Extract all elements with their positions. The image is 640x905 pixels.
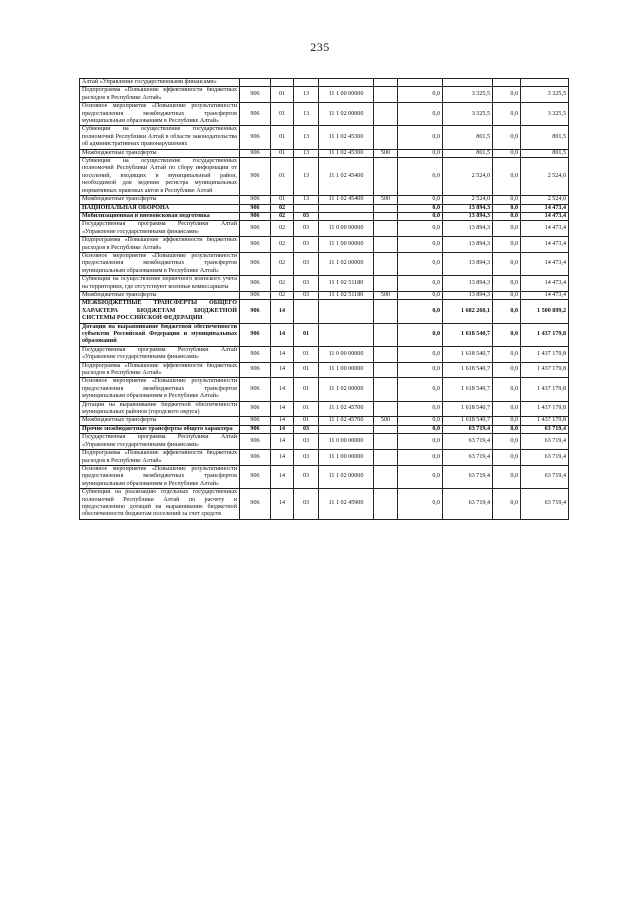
- amount-col-4: 801,5: [521, 149, 569, 157]
- amount-col-1: 0,0: [398, 401, 443, 417]
- amount-col-2: 13 894,3: [443, 291, 493, 299]
- amount-col-3: 0,0: [493, 401, 521, 417]
- amount-col-2: 13 894,3: [443, 204, 493, 212]
- amount-col-4: 3 325,5: [521, 103, 569, 126]
- section-code: 14: [271, 434, 294, 450]
- section-code: 14: [271, 425, 294, 433]
- row-name: Дотации на выравнивание бюджетной обеспеченности субъектов Российской Федерации и муниципальных образований: [80, 323, 240, 346]
- expense-type-code: [374, 87, 398, 103]
- ministry-code: 906: [240, 212, 271, 220]
- subsection-code: 13: [294, 196, 319, 204]
- amount-col-4: 2 524,0: [521, 158, 569, 196]
- row-name: Субвенции на осуществление государственных полномочий Республики Алтай в области законодательства об административных правонарушениях: [80, 126, 240, 149]
- target-article-code: 11 0 00 00000: [319, 221, 374, 237]
- amount-col-3: [493, 79, 521, 87]
- section-code: 02: [271, 237, 294, 253]
- row-name: Прочие межбюджетные трансферты общего характера: [80, 425, 240, 433]
- ministry-code: 906: [240, 425, 271, 433]
- table-row: [80, 79, 569, 87]
- row-name: Субвенции на реализацию отдельных государственных полномочий Республики Алтай по расчету и предоставлению дотаций на выравнивание бюджетной обеспеченности бюджетам поселений за счет средств: [80, 489, 240, 520]
- row-name: Основное мероприятие «Повышение результативности предоставления межбюджетных трансфертов муниципальным образованиям в Республике Алтай»: [80, 103, 240, 126]
- section-code: 14: [271, 417, 294, 425]
- expense-type-code: [374, 346, 398, 362]
- amount-col-3: 0,0: [493, 378, 521, 401]
- amount-col-3: 0,0: [493, 221, 521, 237]
- amount-col-4: 63 719,4: [521, 434, 569, 450]
- expense-type-code: [374, 300, 398, 323]
- table-row: [80, 212, 569, 220]
- table-row: [80, 103, 569, 126]
- amount-col-2: 13 894,3: [443, 212, 493, 220]
- subsection-code: 13: [294, 87, 319, 103]
- expense-type-code: [374, 103, 398, 126]
- expense-type-code: [374, 126, 398, 149]
- target-article-code: 11 0 00 00000: [319, 434, 374, 450]
- amount-col-2: 1 618 540,7: [443, 417, 493, 425]
- amount-col-2: 801,5: [443, 149, 493, 157]
- ministry-code: 906: [240, 87, 271, 103]
- amount-col-4: 1 437 179,8: [521, 378, 569, 401]
- table-row: [80, 149, 569, 157]
- expense-type-code: [374, 158, 398, 196]
- row-name: Основное мероприятие «Повышение результативности предоставления межбюджетных трансфертов муниципальным образованиям в Республике Алтай»: [80, 465, 240, 488]
- amount-col-4: 63 719,4: [521, 465, 569, 488]
- amount-col-4: 801,5: [521, 126, 569, 149]
- ministry-code: 906: [240, 126, 271, 149]
- table-row: [80, 417, 569, 425]
- table-row: [80, 252, 569, 275]
- subsection-code: 13: [294, 126, 319, 149]
- row-name: Государственная программа Республики Алтай «Управление государственными финансами»: [80, 221, 240, 237]
- expense-type-code: [374, 212, 398, 220]
- ministry-code: 906: [240, 196, 271, 204]
- amount-col-2: 63 719,4: [443, 450, 493, 466]
- amount-col-3: 0,0: [493, 450, 521, 466]
- table-row: [80, 221, 569, 237]
- amount-col-2: 13 894,3: [443, 237, 493, 253]
- amount-col-4: 14 473,4: [521, 212, 569, 220]
- expense-type-code: [374, 450, 398, 466]
- amount-col-2: 13 894,3: [443, 252, 493, 275]
- amount-col-1: 0,0: [398, 489, 443, 520]
- subsection-code: 03: [294, 434, 319, 450]
- ministry-code: 906: [240, 362, 271, 378]
- row-name: Межбюджетные трансферты: [80, 149, 240, 157]
- amount-col-4: 14 473,4: [521, 237, 569, 253]
- amount-col-1: 0,0: [398, 362, 443, 378]
- row-name: Подпрограмма «Повышение эффективности бюджетных расходов в Республике Алтай»: [80, 237, 240, 253]
- amount-col-3: 0,0: [493, 346, 521, 362]
- subsection-code: 03: [294, 252, 319, 275]
- amount-col-4: 3 325,5: [521, 87, 569, 103]
- amount-col-1: 0,0: [398, 221, 443, 237]
- amount-col-4: 2 524,0: [521, 196, 569, 204]
- amount-col-4: 14 473,4: [521, 221, 569, 237]
- ministry-code: 906: [240, 300, 271, 323]
- subsection-code: 01: [294, 323, 319, 346]
- table-row: [80, 450, 569, 466]
- amount-col-2: 13 894,3: [443, 221, 493, 237]
- amount-col-2: 2 524,0: [443, 158, 493, 196]
- expense-type-code: [374, 425, 398, 433]
- expense-type-code: [374, 79, 398, 87]
- table-row: [80, 465, 569, 488]
- section-code: 14: [271, 489, 294, 520]
- target-article-code: 11 1 00 00000: [319, 237, 374, 253]
- target-article-code: 11 1 02 45400: [319, 196, 374, 204]
- ministry-code: 906: [240, 276, 271, 292]
- table-row: [80, 204, 569, 212]
- target-article-code: 11 1 02 00000: [319, 103, 374, 126]
- amount-col-3: 0,0: [493, 362, 521, 378]
- target-article-code: 11 1 02 45900: [319, 489, 374, 520]
- amount-col-3: 0,0: [493, 252, 521, 275]
- amount-col-1: 0,0: [398, 204, 443, 212]
- amount-col-3: 0,0: [493, 465, 521, 488]
- expense-type-code: 500: [374, 149, 398, 157]
- row-name: Межбюджетные трансферты: [80, 291, 240, 299]
- subsection-code: 01: [294, 346, 319, 362]
- ministry-code: [240, 79, 271, 87]
- amount-col-3: 0,0: [493, 237, 521, 253]
- ministry-code: 906: [240, 291, 271, 299]
- ministry-code: 906: [240, 158, 271, 196]
- budget-table: [79, 78, 569, 520]
- subsection-code: [294, 204, 319, 212]
- row-name: Межбюджетные трансферты: [80, 417, 240, 425]
- amount-col-1: 0,0: [398, 378, 443, 401]
- amount-col-1: 0,0: [398, 158, 443, 196]
- amount-col-1: 0,0: [398, 425, 443, 433]
- subsection-code: 13: [294, 149, 319, 157]
- table-row: [80, 158, 569, 196]
- expense-type-code: [374, 401, 398, 417]
- amount-col-3: 0,0: [493, 196, 521, 204]
- amount-col-3: 0,0: [493, 300, 521, 323]
- amount-col-4: 1 437 179,8: [521, 346, 569, 362]
- expense-type-code: [374, 252, 398, 275]
- amount-col-3: 0,0: [493, 87, 521, 103]
- amount-col-3: 0,0: [493, 323, 521, 346]
- ministry-code: 906: [240, 252, 271, 275]
- section-code: 02: [271, 252, 294, 275]
- amount-col-2: 1 618 540,7: [443, 323, 493, 346]
- subsection-code: 03: [294, 291, 319, 299]
- amount-col-1: 0,0: [398, 103, 443, 126]
- amount-col-1: 0,0: [398, 276, 443, 292]
- amount-col-1: 0,0: [398, 300, 443, 323]
- row-name: Государственная программа Республики Алтай «Управление государственными финансами»: [80, 346, 240, 362]
- target-article-code: 11 1 02 51180: [319, 291, 374, 299]
- amount-col-2: 63 719,4: [443, 465, 493, 488]
- table-row: [80, 237, 569, 253]
- subsection-code: 03: [294, 237, 319, 253]
- section-code: 14: [271, 362, 294, 378]
- table-row: [80, 196, 569, 204]
- ministry-code: 906: [240, 417, 271, 425]
- row-name: НАЦИОНАЛЬНАЯ ОБОРОНА: [80, 204, 240, 212]
- amount-col-3: 0,0: [493, 434, 521, 450]
- amount-col-1: 0,0: [398, 291, 443, 299]
- subsection-code: [294, 79, 319, 87]
- subsection-code: 03: [294, 276, 319, 292]
- ministry-code: 906: [240, 450, 271, 466]
- section-code: 01: [271, 149, 294, 157]
- row-name: Субвенции на осуществление государственных полномочий Республики Алтай по сбору информации от поселений, входящих в муниципальный район, необходимой для ведения регистра муниципальных нормативных правовых актов в Республике Алтай: [80, 158, 240, 196]
- ministry-code: 906: [240, 378, 271, 401]
- table-row: [80, 489, 569, 520]
- amount-col-4: 1 437 179,8: [521, 362, 569, 378]
- expense-type-code: [374, 221, 398, 237]
- amount-col-1: 0,0: [398, 196, 443, 204]
- ministry-code: 906: [240, 149, 271, 157]
- section-code: 02: [271, 221, 294, 237]
- amount-col-2: 1 618 540,7: [443, 362, 493, 378]
- amount-col-2: 63 719,4: [443, 425, 493, 433]
- table-row: [80, 323, 569, 346]
- ministry-code: 906: [240, 401, 271, 417]
- amount-col-1: 0,0: [398, 87, 443, 103]
- target-article-code: 11 1 02 45400: [319, 158, 374, 196]
- target-article-code: [319, 323, 374, 346]
- subsection-code: 03: [294, 425, 319, 433]
- expense-type-code: [374, 378, 398, 401]
- target-article-code: 11 1 02 00000: [319, 252, 374, 275]
- subsection-code: 03: [294, 221, 319, 237]
- expense-type-code: [374, 237, 398, 253]
- row-name: Основное мероприятие «Повышение результативности предоставления межбюджетных трансфертов муниципальным образованиям в Республике Алтай»: [80, 252, 240, 275]
- amount-col-2: 1 618 540,7: [443, 401, 493, 417]
- amount-col-4: 1 500 899,2: [521, 300, 569, 323]
- table-row: [80, 346, 569, 362]
- amount-col-4: 14 473,4: [521, 291, 569, 299]
- section-code: 01: [271, 87, 294, 103]
- amount-col-4: 1 437 179,8: [521, 417, 569, 425]
- amount-col-2: 1 682 260,1: [443, 300, 493, 323]
- target-article-code: [319, 300, 374, 323]
- expense-type-code: 500: [374, 196, 398, 204]
- expense-type-code: [374, 276, 398, 292]
- target-article-code: 11 1 02 00000: [319, 465, 374, 488]
- section-code: 14: [271, 300, 294, 323]
- table-row: [80, 276, 569, 292]
- amount-col-3: 0,0: [493, 212, 521, 220]
- target-article-code: 11 1 02 45300: [319, 149, 374, 157]
- row-name: Подпрограмма «Повышение эффективности бюджетных расходов в Республике Алтай»: [80, 362, 240, 378]
- amount-col-1: 0,0: [398, 252, 443, 275]
- amount-col-3: 0,0: [493, 103, 521, 126]
- amount-col-4: 63 719,4: [521, 450, 569, 466]
- expense-type-code: 500: [374, 291, 398, 299]
- table-row: [80, 291, 569, 299]
- section-code: 14: [271, 450, 294, 466]
- amount-col-4: 14 473,4: [521, 252, 569, 275]
- row-name: Подпрограмма «Повышение эффективности бюджетных расходов в Республике Алтай»: [80, 87, 240, 103]
- amount-col-1: 0,0: [398, 212, 443, 220]
- section-code: 01: [271, 126, 294, 149]
- target-article-code: 11 1 02 45700: [319, 401, 374, 417]
- amount-col-1: 0,0: [398, 450, 443, 466]
- page-number: 235: [310, 40, 330, 54]
- subsection-code: 03: [294, 450, 319, 466]
- amount-col-1: 0,0: [398, 417, 443, 425]
- amount-col-3: 0,0: [493, 417, 521, 425]
- section-code: 01: [271, 196, 294, 204]
- table-row: [80, 87, 569, 103]
- section-code: [271, 79, 294, 87]
- amount-col-1: [398, 79, 443, 87]
- target-article-code: 11 1 02 45300: [319, 126, 374, 149]
- amount-col-3: 0,0: [493, 291, 521, 299]
- row-name: Подпрограмма «Повышение эффективности бюджетных расходов в Республике Алтай»: [80, 450, 240, 466]
- row-name: Субвенции на осуществление первичного воинского учета на территориях, где отсутствуют военные комиссариаты: [80, 276, 240, 292]
- row-name: МЕЖБЮДЖЕТНЫЕ ТРАНСФЕРТЫ ОБЩЕГО ХАРАКТЕРА БЮДЖЕТАМ БЮДЖЕТНОЙ СИСТЕМЫ РОССИЙСКОЙ ФЕДЕРАЦИИ: [80, 300, 240, 323]
- amount-col-3: 0,0: [493, 126, 521, 149]
- amount-col-2: 1 618 540,7: [443, 346, 493, 362]
- amount-col-4: [521, 79, 569, 87]
- amount-col-3: 0,0: [493, 425, 521, 433]
- subsection-code: 03: [294, 489, 319, 520]
- amount-col-3: 0,0: [493, 149, 521, 157]
- target-article-code: 11 1 00 00000: [319, 450, 374, 466]
- ministry-code: 906: [240, 323, 271, 346]
- table-row: [80, 300, 569, 323]
- target-article-code: 11 1 02 00000: [319, 378, 374, 401]
- amount-col-2: 801,5: [443, 126, 493, 149]
- target-article-code: 11 1 02 45700: [319, 417, 374, 425]
- section-code: 02: [271, 212, 294, 220]
- subsection-code: 03: [294, 212, 319, 220]
- amount-col-2: [443, 79, 493, 87]
- row-name: Алтай «Управление государственными финансами»: [80, 79, 240, 87]
- amount-col-4: 1 437 179,8: [521, 323, 569, 346]
- section-code: 14: [271, 346, 294, 362]
- section-code: 02: [271, 204, 294, 212]
- amount-col-3: 0,0: [493, 158, 521, 196]
- subsection-code: 03: [294, 465, 319, 488]
- table-row: [80, 434, 569, 450]
- amount-col-1: 0,0: [398, 149, 443, 157]
- amount-col-4: 63 719,4: [521, 425, 569, 433]
- amount-col-4: 1 437 179,8: [521, 401, 569, 417]
- amount-col-4: 14 473,4: [521, 204, 569, 212]
- target-article-code: 11 1 02 51180: [319, 276, 374, 292]
- row-name: Дотации на выравнивание бюджетной обеспеченности муниципальных районов (городского округа): [80, 401, 240, 417]
- section-code: 14: [271, 378, 294, 401]
- row-name: Государственная программа Республики Алтай «Управление государственными финансами»: [80, 434, 240, 450]
- expense-type-code: [374, 434, 398, 450]
- ministry-code: 906: [240, 103, 271, 126]
- table-row: [80, 378, 569, 401]
- table-row: [80, 362, 569, 378]
- expense-type-code: [374, 204, 398, 212]
- amount-col-2: 63 719,4: [443, 489, 493, 520]
- amount-col-2: 2 524,0: [443, 196, 493, 204]
- table-row: [80, 401, 569, 417]
- amount-col-2: 63 719,4: [443, 434, 493, 450]
- ministry-code: 906: [240, 237, 271, 253]
- ministry-code: 906: [240, 489, 271, 520]
- section-code: 14: [271, 465, 294, 488]
- amount-col-1: 0,0: [398, 323, 443, 346]
- expense-type-code: [374, 465, 398, 488]
- target-article-code: 11 1 00 00000: [319, 87, 374, 103]
- row-name: Межбюджетные трансферты: [80, 196, 240, 204]
- table-row: [80, 425, 569, 433]
- expense-type-code: 500: [374, 417, 398, 425]
- ministry-code: 906: [240, 221, 271, 237]
- target-article-code: [319, 425, 374, 433]
- target-article-code: [319, 79, 374, 87]
- target-article-code: 11 0 00 00000: [319, 346, 374, 362]
- ministry-code: 906: [240, 434, 271, 450]
- amount-col-1: 0,0: [398, 465, 443, 488]
- amount-col-2: 13 894,3: [443, 276, 493, 292]
- subsection-code: 13: [294, 103, 319, 126]
- amount-col-3: 0,0: [493, 204, 521, 212]
- amount-col-4: 14 473,4: [521, 276, 569, 292]
- amount-col-4: 63 719,4: [521, 489, 569, 520]
- amount-col-1: 0,0: [398, 237, 443, 253]
- section-code: 01: [271, 158, 294, 196]
- amount-col-1: 0,0: [398, 434, 443, 450]
- section-code: 02: [271, 276, 294, 292]
- expense-type-code: [374, 323, 398, 346]
- section-code: 14: [271, 401, 294, 417]
- section-code: 01: [271, 103, 294, 126]
- ministry-code: 906: [240, 465, 271, 488]
- row-name: Основное мероприятие «Повышение результативности предоставления межбюджетных трансфертов муниципальным образованиям в Республике Алтай»: [80, 378, 240, 401]
- target-article-code: [319, 212, 374, 220]
- subsection-code: [294, 300, 319, 323]
- subsection-code: 01: [294, 401, 319, 417]
- section-code: 02: [271, 291, 294, 299]
- ministry-code: 906: [240, 346, 271, 362]
- ministry-code: 906: [240, 204, 271, 212]
- table-row: [80, 126, 569, 149]
- subsection-code: 13: [294, 158, 319, 196]
- expense-type-code: [374, 489, 398, 520]
- amount-col-2: 3 325,5: [443, 87, 493, 103]
- subsection-code: 01: [294, 378, 319, 401]
- amount-col-2: 3 325,5: [443, 103, 493, 126]
- subsection-code: 01: [294, 417, 319, 425]
- amount-col-3: 0,0: [493, 489, 521, 520]
- row-name: Мобилизационная и вневойсковая подготовка: [80, 212, 240, 220]
- section-code: 14: [271, 323, 294, 346]
- target-article-code: 11 1 00 00000: [319, 362, 374, 378]
- amount-col-3: 0,0: [493, 276, 521, 292]
- amount-col-1: 0,0: [398, 346, 443, 362]
- amount-col-2: 1 618 540,7: [443, 378, 493, 401]
- amount-col-1: 0,0: [398, 126, 443, 149]
- target-article-code: [319, 204, 374, 212]
- subsection-code: 01: [294, 362, 319, 378]
- expense-type-code: [374, 362, 398, 378]
